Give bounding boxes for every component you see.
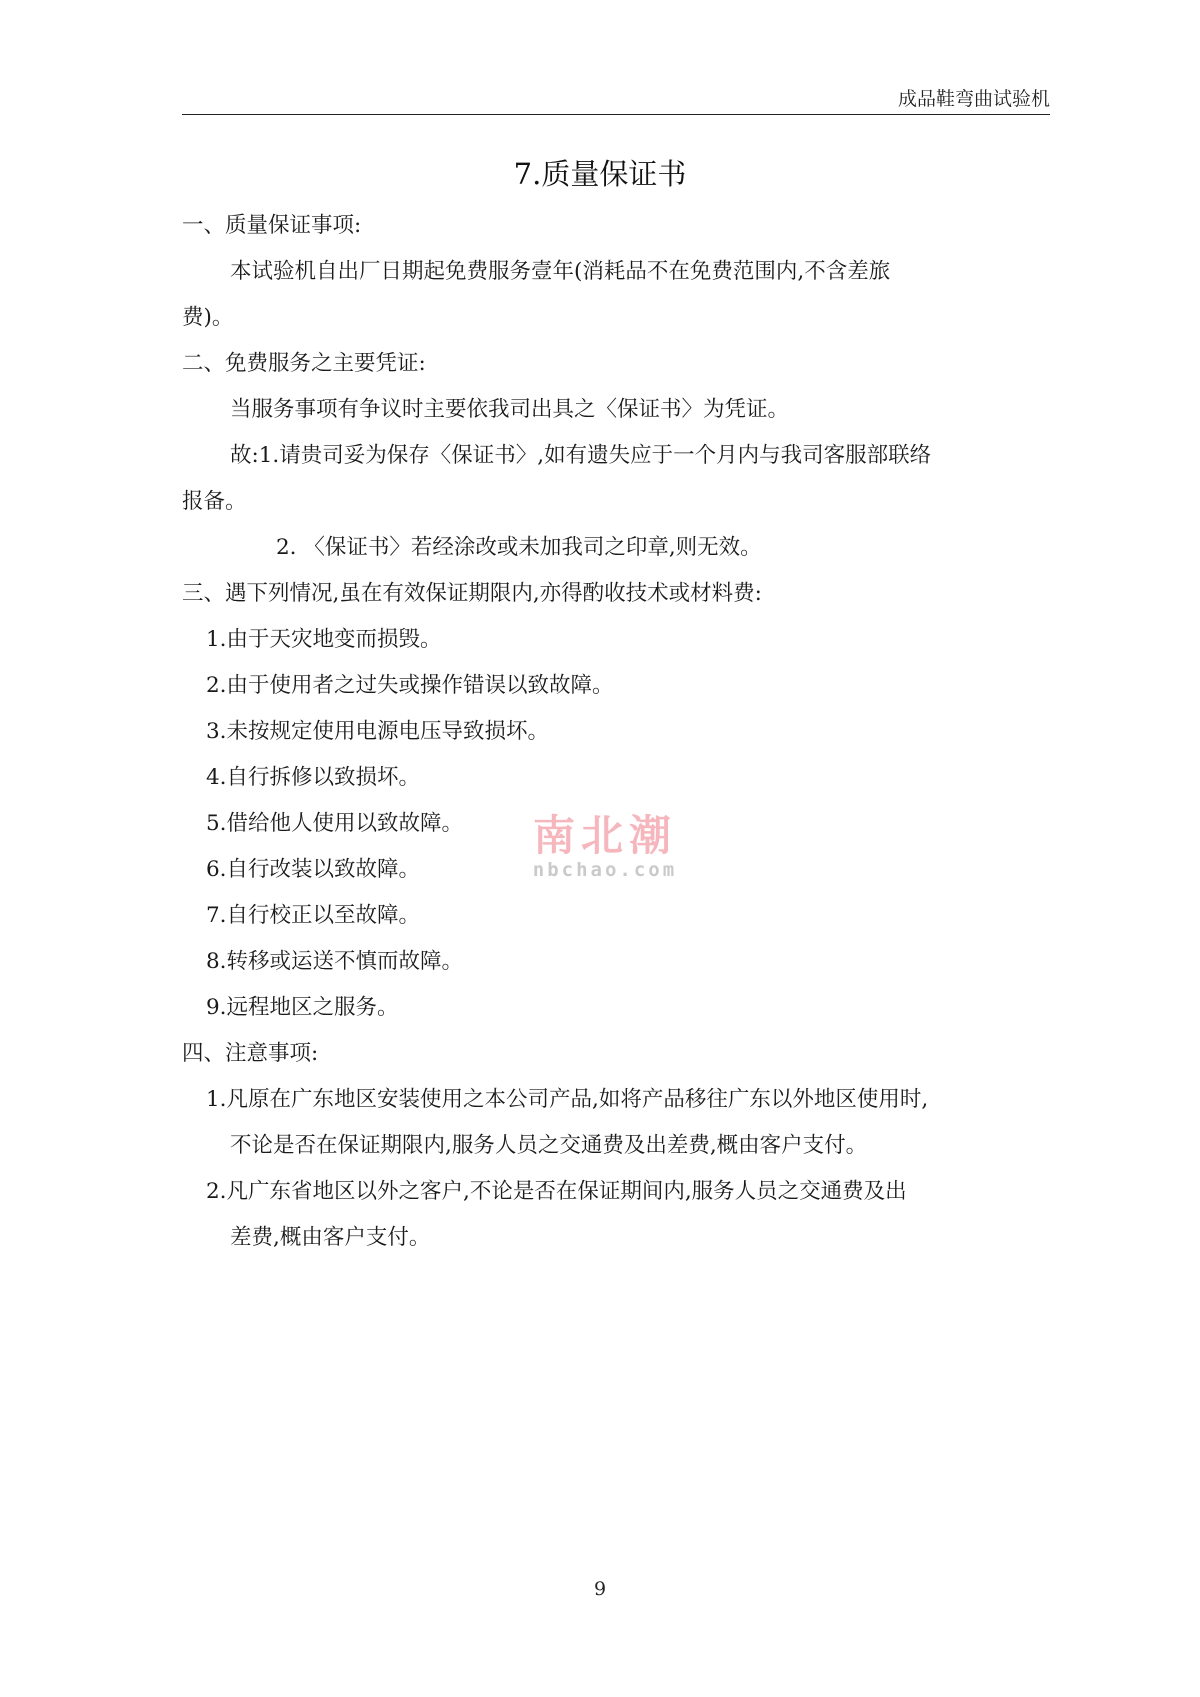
section-2-text: 当服务事项有争议时主要依我司出具之〈保证书〉为凭证。 xyxy=(230,397,790,422)
watermark-chinese: 南北潮 xyxy=(532,811,677,860)
running-header: 成品鞋弯曲试验机 xyxy=(897,88,1050,110)
list-item: 1.凡原在广东地区安装使用之本公司产品,如将产品移往广东以外地区使用时, xyxy=(206,1087,929,1112)
section-4-heading: 四、注意事项: xyxy=(182,1041,319,1066)
list-item: 4.自行拆修以致损坏。 xyxy=(206,765,421,790)
list-item: 1.由于天灾地变而损毁。 xyxy=(206,627,442,652)
header-rule xyxy=(182,114,1050,115)
list-item: 2.由于使用者之过失或操作错误以致故障。 xyxy=(206,673,614,698)
list-item: 9.远程地区之服务。 xyxy=(206,995,399,1020)
list-item: 6.自行改装以致故障。 xyxy=(206,857,421,882)
page-title: 7.质量保证书 xyxy=(513,157,687,191)
list-item: 7.自行校正以至故障。 xyxy=(206,903,421,928)
list-item: 3.未按规定使用电源电压导致损坏。 xyxy=(206,719,550,744)
list-item-cont: 不论是否在保证期限内,服务人员之交通费及出差费,概由客户支付。 xyxy=(230,1133,868,1158)
list-item-cont: 差费,概由客户支付。 xyxy=(230,1225,431,1250)
document-body xyxy=(182,203,1050,1261)
section-2-note-1: 故:1.请贵司妥为保存〈保证书〉,如有遗失应于一个月内与我司客服部联络 xyxy=(230,443,932,468)
section-1-text: 本试验机自出厂日期起免费服务壹年(消耗品不在免费范围内,不含差旅 xyxy=(230,259,891,284)
section-2-note-1-cont: 报备。 xyxy=(182,489,247,514)
section-3-heading: 三、遇下列情况,虽在有效保证期限内,亦得酌收技术或材料费: xyxy=(182,581,762,606)
section-2-note-2: 2. 〈保证书〉若经涂改或未加我司之印章,则无效。 xyxy=(276,535,762,560)
watermark-logo xyxy=(520,812,690,880)
list-item: 2.凡广东省地区以外之客户,不论是否在保证期间内,服务人员之交通费及出 xyxy=(206,1179,907,1204)
watermark-url: nbchao.com xyxy=(532,859,678,881)
section-2-heading: 二、免费服务之主要凭证: xyxy=(182,351,426,376)
list-item: 8.转移或运送不慎而故障。 xyxy=(206,949,464,974)
list-item: 5.借给他人使用以致故障。 xyxy=(206,811,464,836)
section-1-heading: 一、质量保证事项: xyxy=(182,213,362,238)
section-1-text-cont: 费)。 xyxy=(182,305,234,330)
page-number: 9 xyxy=(593,1578,607,1600)
